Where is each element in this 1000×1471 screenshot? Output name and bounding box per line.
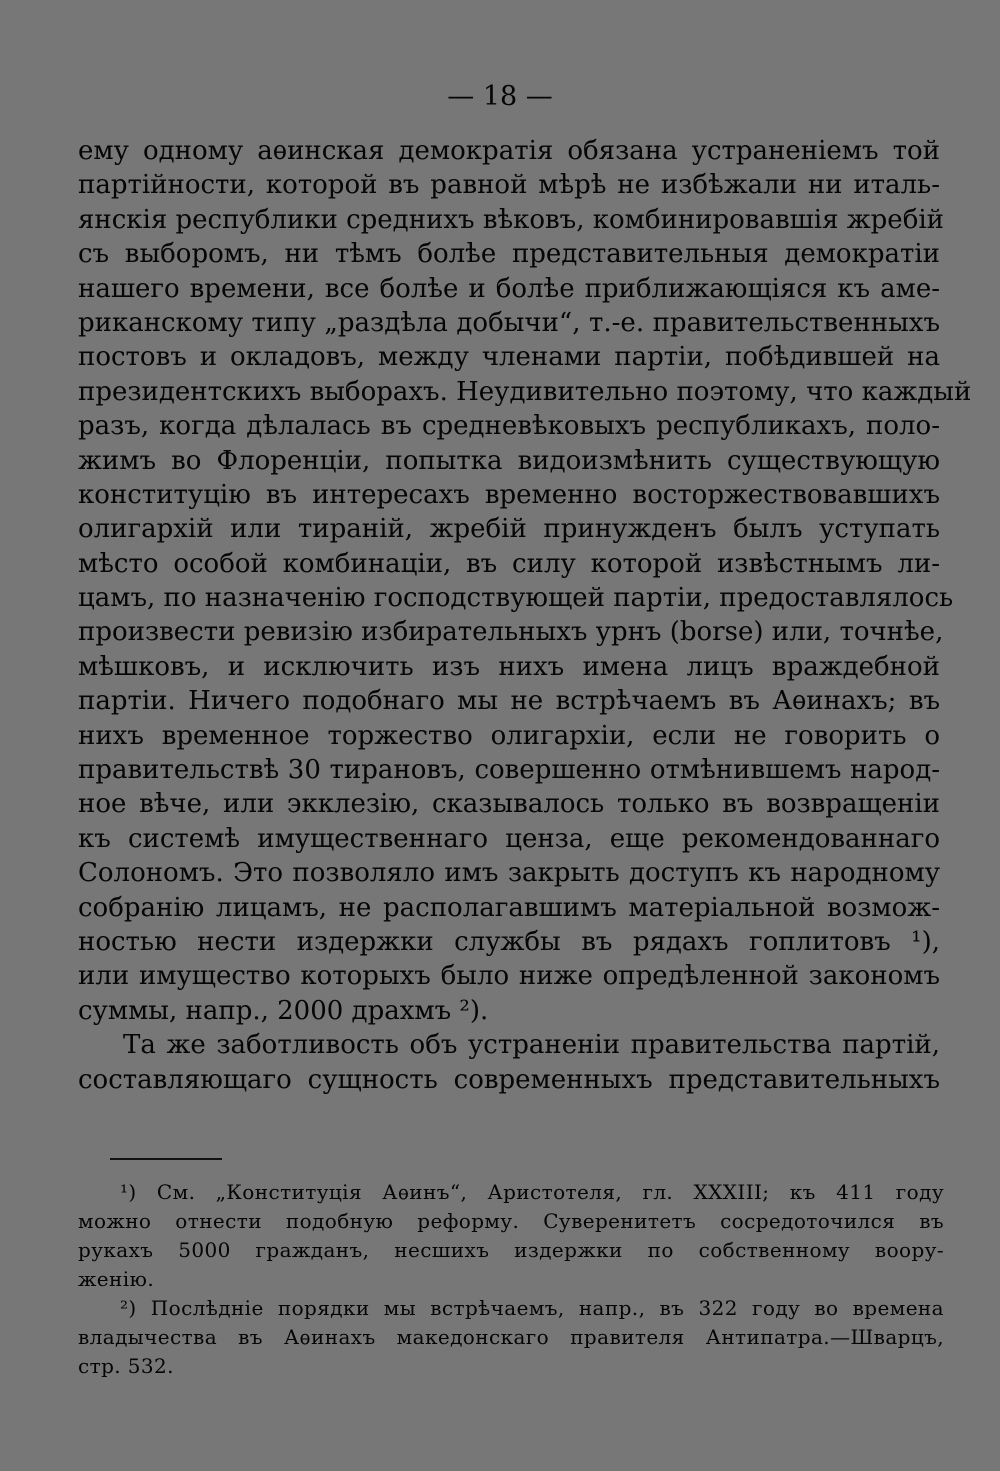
footnotes [78,1178,944,1381]
text-line: нихъ временное торжество олигархіи, если не говорить о [78,720,940,751]
footnote-line: владычества въ Аѳинахъ македонскаго правителя Антипатра.—Шварцъ, [78,1325,944,1349]
text-line: собранію лицамъ, не располагавшимъ матеріальной возмож- [78,892,940,923]
text-line: партіи. Ничего подобнаго мы не встрѣчаемъ въ Аѳинахъ; въ [78,686,940,717]
footnote-line: стр. 532. [78,1354,174,1378]
main-text [78,134,972,1097]
text-line: ное вѣче, или экклезію, сказывалось только въ возвращеніи [78,789,940,820]
text-line: правительствѣ 30 тирановъ, совершенно отмѣнившемъ народ- [78,755,940,786]
text-line: цамъ, по назначенію господствующей партіи, предоставлялось [78,583,954,614]
text-line: Солономъ. Это позволяло имъ закрыть доступъ къ народному [78,858,940,889]
footnote-line: женію. [78,1267,155,1291]
text-line: къ системѣ имущественнаго ценза, еще рекомендованнаго [78,823,940,854]
page-number: — 18 — [447,81,553,112]
footnote-divider [110,1158,222,1160]
footnote-line: можно отнести подобную реформу. Суверенитетъ сосредоточился въ [78,1209,944,1233]
footnote-line: ¹) См. „Конституція Аѳинъ“, Аристотеля, гл. XXXIII; къ 411 году [120,1180,944,1204]
text-line: нашего времени, все болѣе и болѣе приближающіяся къ аме- [78,273,940,304]
text-line: составляющаго сущность современныхъ представительныхъ [78,1064,940,1095]
text-line: Та же заботливость объ устраненіи правительства партій, [123,1030,940,1061]
text-line: партійности, которой въ равной мѣрѣ не избѣжали ни италь- [78,170,940,201]
text-line: олигархій или тираній, жребій принужденъ былъ уступать [78,514,940,545]
text-line: ему одному аѳинская демократія обязана устраненіемъ той [78,136,940,166]
text-line: или имущество которыхъ было ниже опредѣленной закономъ [78,961,940,992]
text-line: конституцію въ интересахъ временно восторжествовавшихъ [78,479,940,510]
footnote-line: ²) Послѣдніе порядки мы встрѣчаемъ, напр., въ 322 году во времена [120,1296,944,1320]
text-line: жимъ во Флоренціи, попытка видоизмѣнить существующую [78,445,940,476]
text-line: суммы, напр., 2000 драхмъ ²). [78,995,489,1026]
text-line: постовъ и окладовъ, между членами партіи, побѣдившей на [78,342,940,373]
text-line: мѣсто особой комбинаціи, въ силу которой извѣстнымъ ли- [78,548,940,579]
text-line: произвести ревизію избирательныхъ урнъ (borse) или, точнѣе, [78,617,944,648]
footnote-line: рукахъ 5000 гражданъ, несшихъ издержки по собственному воору- [78,1238,944,1262]
text-line: мѣшковъ, и исключить изъ нихъ имена лицъ враждебной [78,651,940,682]
text-line: янскія республики среднихъ вѣковъ, комбинировавшія жребій [78,204,944,235]
text-line: риканскому типу „раздѣла добычи“, т.-е. правительственныхъ [78,307,940,338]
text-line: съ выборомъ, ни тѣмъ болѣе представительныя демократіи [78,239,940,270]
text-line: президентскихъ выборахъ. Неудивительно поэтому, что каждый [78,376,972,407]
text-line: разъ, когда дѣлалась въ средневѣковыхъ республикахъ, поло- [78,411,940,442]
text-line: ностью нести издержки службы въ рядахъ гоплитовъ ¹), [78,926,940,957]
